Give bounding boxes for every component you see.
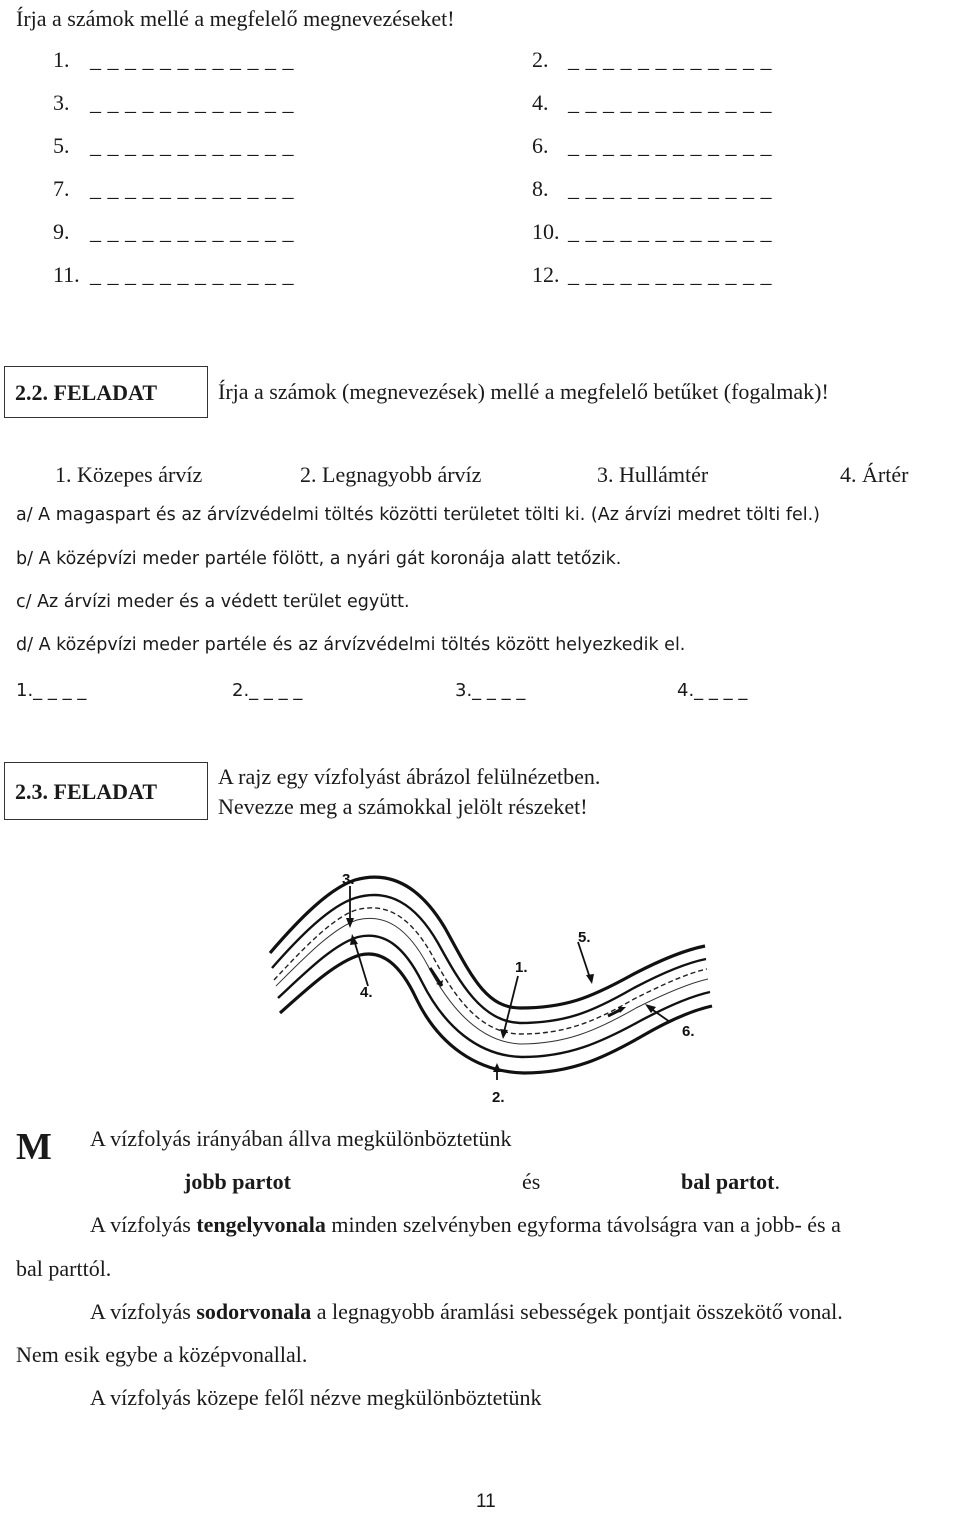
task22-instruction: Írja a számok (megnevezések) mellé a megfelelő betűket (fogalmak)!	[218, 379, 829, 404]
task1-answer-blank[interactable]: _ _ _ _ _ _ _ _ _ _ _ _	[90, 262, 294, 287]
river-inner-bank-top-line	[272, 895, 706, 1023]
task1-answer-blank[interactable]: _ _ _ _ _ _ _ _ _ _ _ _	[90, 47, 294, 72]
notes-p3-line2: Nem esik egybe a középvonallal.	[16, 1342, 308, 1367]
notes-p1-right-wrap	[681, 1169, 780, 1195]
task1-item-number: 1.	[53, 47, 70, 72]
task22-answer-2[interactable]: 2._ _ _ _	[232, 680, 303, 701]
task1-item-number: 10.	[532, 219, 560, 244]
task23-divider	[207, 762, 208, 820]
figure-label-2: 2.	[492, 1089, 505, 1106]
task22-label: 2.2. FELADAT	[15, 380, 157, 405]
task1-item-number: 3.	[53, 90, 70, 115]
figure-label-1: 1.	[515, 959, 528, 976]
task1-answer-blank[interactable]: _ _ _ _ _ _ _ _ _ _ _ _	[90, 133, 294, 158]
pointer-5	[578, 942, 590, 978]
task1-item-number: 9.	[53, 219, 70, 244]
task1-item-number: 4.	[532, 90, 549, 115]
notes-p2-line1	[90, 1212, 841, 1238]
figure-label-3: 3.	[342, 871, 355, 888]
task22-definition-a: a/ A magaspart és az árvízvédelmi töltés közötti területet tölti ki. (Az árvízi medret tölti fel.)	[16, 505, 821, 525]
task22-definition-c: c/ Az árvízi meder és a védett terület együtt.	[16, 592, 410, 612]
task22-definition-d: d/ A középvízi meder partéle és az árvízvédelmi töltés között helyezkedik el.	[16, 635, 686, 655]
notes-marker: M	[16, 1126, 52, 1168]
notes-p2-line2: bal parttól.	[16, 1256, 112, 1281]
task22-label-box	[4, 366, 208, 418]
task22-answer-4[interactable]: 4._ _ _ _	[677, 680, 748, 701]
figure-label-6: 6.	[682, 1023, 695, 1040]
task22-term-3: 3. Hullámtér	[597, 462, 709, 487]
task1-item-number: 8.	[532, 176, 549, 201]
notes-p3-b: a legnagyobb áramlási sebességek pontjait összekötő vonal.	[311, 1299, 843, 1324]
figure-label-4: 4.	[360, 984, 373, 1001]
river-inner-bank-bottom-line	[278, 936, 710, 1057]
notes-p3-a: A vízfolyás	[90, 1299, 197, 1324]
task1-item-number: 7.	[53, 176, 70, 201]
river-current-line	[276, 918, 708, 1044]
notes-p1-and: és	[522, 1169, 541, 1194]
flow-arrow-2-head	[618, 1007, 626, 1013]
task1-item-number: 6.	[532, 133, 549, 158]
river-diagram	[260, 858, 720, 1108]
river-outer-bank-line	[270, 877, 705, 1008]
notes-p4: A vízfolyás közepe felől nézve megkülönböztetünk	[90, 1385, 542, 1410]
task22-definition-b: b/ A középvízi meder partéle fölött, a nyári gát koronája alatt tetőzik.	[16, 549, 622, 569]
task1-answer-blank[interactable]: _ _ _ _ _ _ _ _ _ _ _ _	[90, 90, 294, 115]
task1-instruction: Írja a számok mellé a megfelelő megnevezéseket!	[16, 6, 455, 31]
notes-p1: A vízfolyás irányában állva megkülönböztetünk	[90, 1126, 512, 1151]
notes-p1-left: jobb partot	[184, 1169, 291, 1194]
pointer-3-head	[346, 918, 354, 928]
notes-p3-bold: sodorvonala	[196, 1299, 312, 1324]
page-number: 11	[476, 1491, 496, 1512]
river-outer-bank-bottom-line	[280, 954, 712, 1073]
pointer-1-head	[500, 1029, 508, 1039]
task1-answer-blank[interactable]: _ _ _ _ _ _ _ _ _ _ _ _	[568, 219, 772, 244]
task1-answer-blank[interactable]: _ _ _ _ _ _ _ _ _ _ _ _	[90, 219, 294, 244]
task23-line2: Nevezze meg a számokkal jelölt részeket!	[218, 794, 588, 819]
task1-item-number: 11.	[53, 262, 80, 287]
task22-term-4: 4. Ártér	[840, 462, 909, 487]
task1-item-number: 5.	[53, 133, 70, 158]
task1-answer-blank[interactable]: _ _ _ _ _ _ _ _ _ _ _ _	[568, 90, 772, 115]
task1-item-number: 2.	[532, 47, 549, 72]
task22-term-2: 2. Legnagyobb árvíz	[300, 462, 482, 487]
notes-p2-b: minden szelvényben egyforma távolságra van a jobb- és a	[325, 1212, 841, 1237]
task23-label: 2.3. FELADAT	[15, 779, 157, 804]
task1-answer-blank[interactable]: _ _ _ _ _ _ _ _ _ _ _ _	[568, 176, 772, 201]
task23-line1: A rajz egy vízfolyást ábrázol felülnézetben.	[218, 764, 601, 789]
notes-p2-a: A vízfolyás	[90, 1212, 197, 1237]
pointer-4	[354, 940, 368, 986]
pointer-5-head	[586, 974, 594, 984]
task23-label-box	[4, 762, 208, 820]
pointer-4-head	[350, 934, 358, 945]
notes-p1-right: bal partot	[681, 1169, 775, 1194]
task22-answer-3[interactable]: 3._ _ _ _	[455, 680, 526, 701]
notes-p2-bold: tengelyvonala	[196, 1212, 326, 1237]
task22-term-1: 1. Közepes árvíz	[55, 462, 203, 487]
figure-label-5: 5.	[578, 929, 591, 946]
notes-p3-line1	[90, 1299, 843, 1325]
task1-item-number: 12.	[532, 262, 560, 287]
task22-divider	[207, 366, 208, 418]
task22-answer-1[interactable]: 1._ _ _ _	[16, 680, 87, 701]
task1-answer-blank[interactable]: _ _ _ _ _ _ _ _ _ _ _ _	[568, 133, 772, 158]
notes-p1-right-end: .	[774, 1169, 780, 1194]
task1-answer-blank[interactable]: _ _ _ _ _ _ _ _ _ _ _ _	[568, 262, 772, 287]
task1-answer-blank[interactable]: _ _ _ _ _ _ _ _ _ _ _ _	[90, 176, 294, 201]
task1-answer-blank[interactable]: _ _ _ _ _ _ _ _ _ _ _ _	[568, 47, 772, 72]
